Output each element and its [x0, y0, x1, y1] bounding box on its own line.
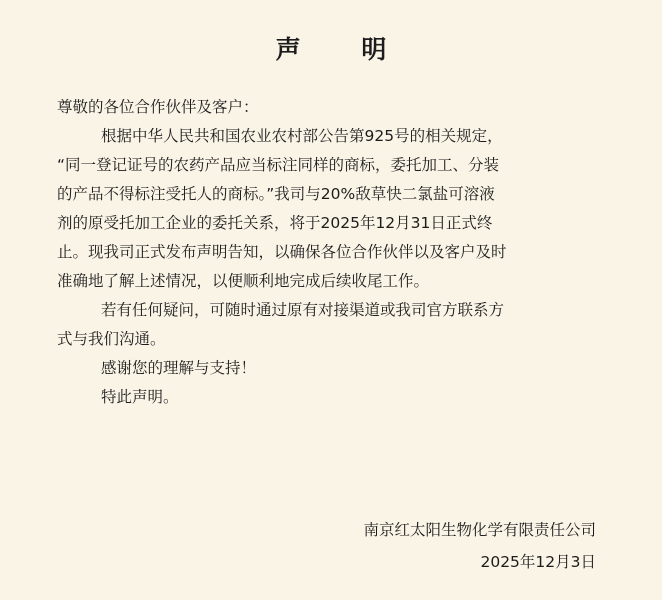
paragraph1-line5: 止。现我司正式发布声明告知，以确保各位合作伙伴以及客户及时 — [57, 243, 507, 261]
closing-line: 特此声明。 — [101, 388, 179, 406]
paragraph1-line1: 根据中华人民共和国农业农村部公告第925号的相关规定， — [101, 127, 503, 145]
paragraph1-line4: 剂的原受托加工企业的委托关系，将于2025年12月31日正式终 — [57, 214, 493, 232]
document-title: 声 明 — [275, 35, 413, 64]
signature-block — [363, 514, 596, 578]
signature-date: 2025年12月3日 — [480, 553, 596, 571]
thanks-line: 感谢您的理解与支持！ — [101, 359, 257, 377]
document-body — [57, 93, 617, 412]
paragraph1-line6: 准确地了解上述情况，以便顺利地完成后续收尾工作。 — [57, 272, 430, 290]
paragraph1-line2: “同一登记证号的农药产品应当标注同样的商标，委托加工、分装 — [57, 156, 500, 174]
paragraph2-line1: 若有任何疑问，可随时通过原有对接渠道或我司官方联系方 — [101, 301, 505, 319]
salutation: 尊敬的各位合作伙伴及客户： — [57, 98, 259, 116]
paragraph1-line3: 的产品不得标注受托人的商标。”我司与20%敌草快二氯盐可溶液 — [57, 185, 495, 203]
paragraph2-line2: 式与我们沟通。 — [57, 330, 166, 348]
signature-company: 南京红太阳生物化学有限责任公司 — [363, 521, 596, 539]
